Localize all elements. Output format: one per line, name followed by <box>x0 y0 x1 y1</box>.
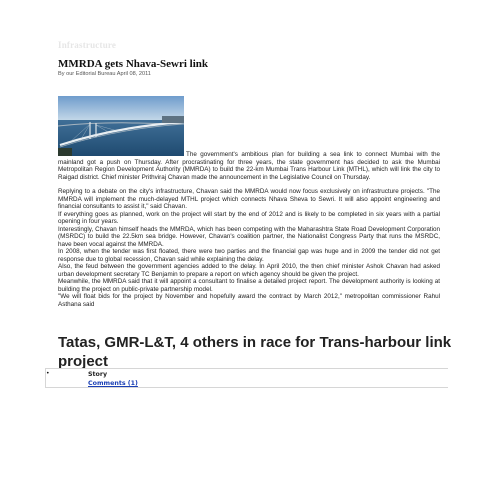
story-row <box>45 368 448 388</box>
section-kicker: Infrastructure <box>58 40 117 50</box>
article-byline: By our Editorial Bureau April 08, 2011 <box>58 71 151 77</box>
article-paragraph: Interestingly, Chavan himself heads the MMRDA, which has been competing with the Maharashtra State Road Development Corporation (MSRDC) to build the 22.5km sea bridge. However, Chavan's coalition partner, the Nationalist Congress Party that runs the MSRDC, have been vocal against the MMRDA. <box>58 225 440 248</box>
article-paragraph: Also, the feud between the government agencies added to the delay. In April 2010, the then chief minister Ashok Chavan had asked urban development secretary TC Benjamin to prepare a report on which agency should be given the project. <box>58 263 440 278</box>
article-paragraph: The government's ambitious plan for building a sea link to connect Mumbai with the mainland got a push on Thursday. After procrastinating for three years, the state government has decided to ask the Mumbai Metropolitan Region Development Authority (MMRDA) to build the 22-km Mumbai Trans Harbour Link (MTHL), which will link the city to Raigad district. Chief minister Prithviraj Chavan made the announcement in the Legislative Council on Thursday. <box>58 151 440 181</box>
related-story-headline: Tatas, GMR-L&T, 4 others in race for Trans-harbour link project <box>58 334 452 370</box>
story-label: Story <box>88 371 108 378</box>
article-paragraph: In 2008, when the tender was first floated, there were two parties and the financial gap was huge and in 2009 the tender did not get response due to global recession, Chavan said while explaining the delay. <box>58 248 440 263</box>
article-paragraph: If everything goes as planned, work on the project will start by the end of 2012 and is likely to be completed in six years with a partial opening in four years. <box>58 210 440 225</box>
sea-link-photo <box>58 96 184 156</box>
article-paragraph: "We will float bids for the project by November and hopefully award the contract by March 2012," metropolitan commissioner Rahul Asthana said <box>58 293 440 308</box>
comments-link[interactable]: Comments (1) <box>88 380 138 387</box>
article-paragraph: Meanwhile, the MMRDA said that it will appoint a consultant to finalise a detailed project report. The development authority is looking at building the project on public-private partnership model. <box>58 278 440 293</box>
article-body <box>58 151 440 308</box>
article-title: MMRDA gets Nhava-Sewri link <box>58 58 209 70</box>
article-paragraph: Replying to a debate on the city's infrastructure, Chavan said the MMRDA would now focus exclusively on infrastructure projects. "The MMRDA will implement the much-delayed MTHL project which connects Nhava Sheva to Sewri. It will also appoint engineering and financial consultants to assist it," said Chavan. <box>58 188 440 210</box>
bullet-icon: • <box>46 370 50 377</box>
sea-link-photo-image <box>58 96 184 156</box>
